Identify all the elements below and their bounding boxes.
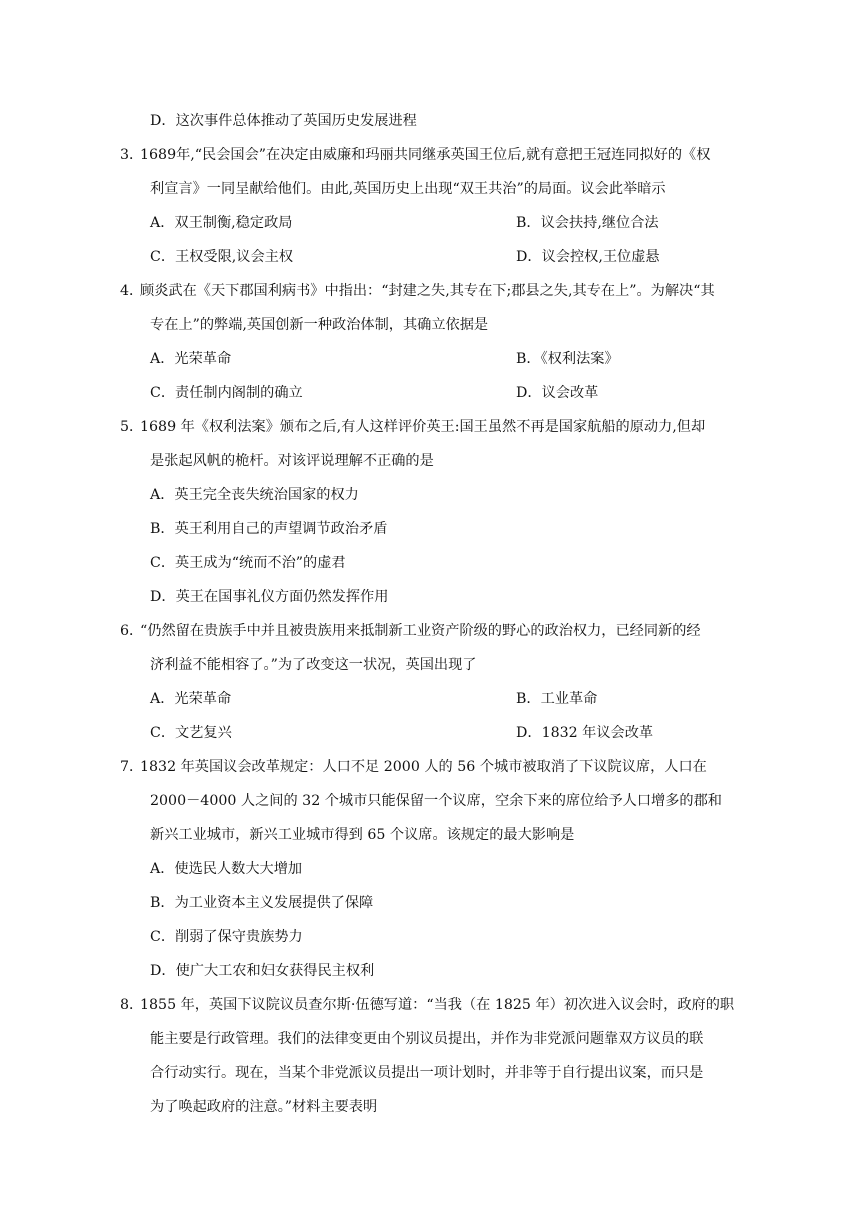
q7-stem-line1: 1832 年英国议会改革规定：人口不足 2000 人的 56 个城市被取消了下议院议席，人口在 bbox=[140, 759, 707, 775]
q4-option-a: A．光荣革命 bbox=[150, 351, 232, 367]
q8-number: 8． bbox=[120, 997, 144, 1013]
q7-number: 7． bbox=[120, 759, 144, 775]
q6-stem-line2: 济利益不能相容了。”为了改变这一状况，英国出现了 bbox=[150, 657, 477, 673]
q6-stem-line1: “仍然留在贵族手中并且被贵族用来抵制新工业资产阶级的野心的政治权力，已经同新的经 bbox=[140, 623, 701, 639]
q3-stem-line1: 1689年,“民会国会”在决定由威廉和玛丽共同继承英国王位后,就有意把王冠连同拟好的《权 bbox=[140, 147, 711, 163]
q6-option-d: D．1832 年议会改革 bbox=[516, 725, 654, 741]
q6-number: 6． bbox=[120, 623, 144, 639]
q6-option-c: C．文艺复兴 bbox=[150, 725, 232, 741]
q3-option-d: D．议会控权,王位虚悬 bbox=[516, 249, 660, 265]
q2-option-d: D．这次事件总体推动了英国历史发展进程 bbox=[150, 113, 417, 129]
q7-stem-line2: 2000－4000 人之间的 32 个城市只能保留一个议席，空余下来的席位给予人口增多的郡和 bbox=[150, 793, 722, 809]
q3-option-b: B．议会扶持,继位合法 bbox=[516, 215, 659, 231]
q8-stem-line3: 合行动实行。现在，当某个非党派议员提出一项计划时，并非等于自行提出议案，而只是 bbox=[150, 1065, 704, 1081]
q5-option-d: D．英王在国事礼仪方面仍然发挥作用 bbox=[150, 589, 389, 605]
q4-option-d: D．议会改革 bbox=[516, 385, 599, 401]
q5-number: 5． bbox=[120, 419, 144, 435]
q7-option-a: A．使选民人数大大增加 bbox=[150, 861, 303, 877]
q4-stem-line2: 专在上”的弊端,英国创新一种政治体制，其确立依据是 bbox=[150, 317, 489, 333]
q3-option-c: C．王权受限,议会主权 bbox=[150, 249, 294, 265]
q5-option-b: B．英王利用自己的声望调节政治矛盾 bbox=[150, 521, 388, 537]
q5-stem-line2: 是张起风帆的桅杆。对该评说理解不正确的是 bbox=[150, 453, 434, 469]
q3-stem-line2: 利宣言》一同呈献给他们。由此,英国历史上出现“双王共治”的局面。议会此举暗示 bbox=[150, 181, 666, 197]
q5-stem-line1: 1689 年《权利法案》颁布之后,有人这样评价英王:国王虽然不再是国家航船的原动力,但却 bbox=[140, 419, 706, 435]
q6-option-b: B．工业革命 bbox=[516, 691, 598, 707]
q8-stem-line4: 为了唤起政府的注意。”材料主要表明 bbox=[150, 1099, 378, 1115]
q3-number: 3． bbox=[120, 147, 144, 163]
q7-option-d: D．使广大工农和妇女获得民主权利 bbox=[150, 963, 375, 979]
q7-stem-line3: 新兴工业城市，新兴工业城市得到 65 个议席。该规定的最大影响是 bbox=[150, 827, 575, 843]
q8-stem-line2: 能主要是行政管理。我们的法律变更由个别议员提出，并作为非党派问题靠双方议员的联 bbox=[150, 1031, 704, 1047]
q4-number: 4． bbox=[120, 283, 144, 299]
q4-option-c: C．责任制内阁制的确立 bbox=[150, 385, 303, 401]
q7-option-b: B．为工业资本主义发展提供了保障 bbox=[150, 895, 374, 911]
q4-stem-line1: 顾炎武在《天下郡国利病书》中指出：“封建之失,其专在下;郡县之失,其专在上”。为解决“其 bbox=[140, 283, 715, 299]
q7-option-c: C．削弱了保守贵族势力 bbox=[150, 929, 303, 945]
q8-stem-line1: 1855 年，英国下议院议员查尔斯·伍德写道：“当我（在 1825 年）初次进入议会时，政府的职 bbox=[140, 997, 735, 1013]
q4-option-b: B．《权利法案》 bbox=[516, 351, 619, 367]
q6-option-a: A．光荣革命 bbox=[150, 691, 232, 707]
q5-option-a: A．英王完全丧失统治国家的权力 bbox=[150, 487, 359, 503]
q3-option-a: A．双王制衡,稳定政局 bbox=[150, 215, 293, 231]
q5-option-c: C．英王成为“统而不治”的虚君 bbox=[150, 555, 346, 571]
